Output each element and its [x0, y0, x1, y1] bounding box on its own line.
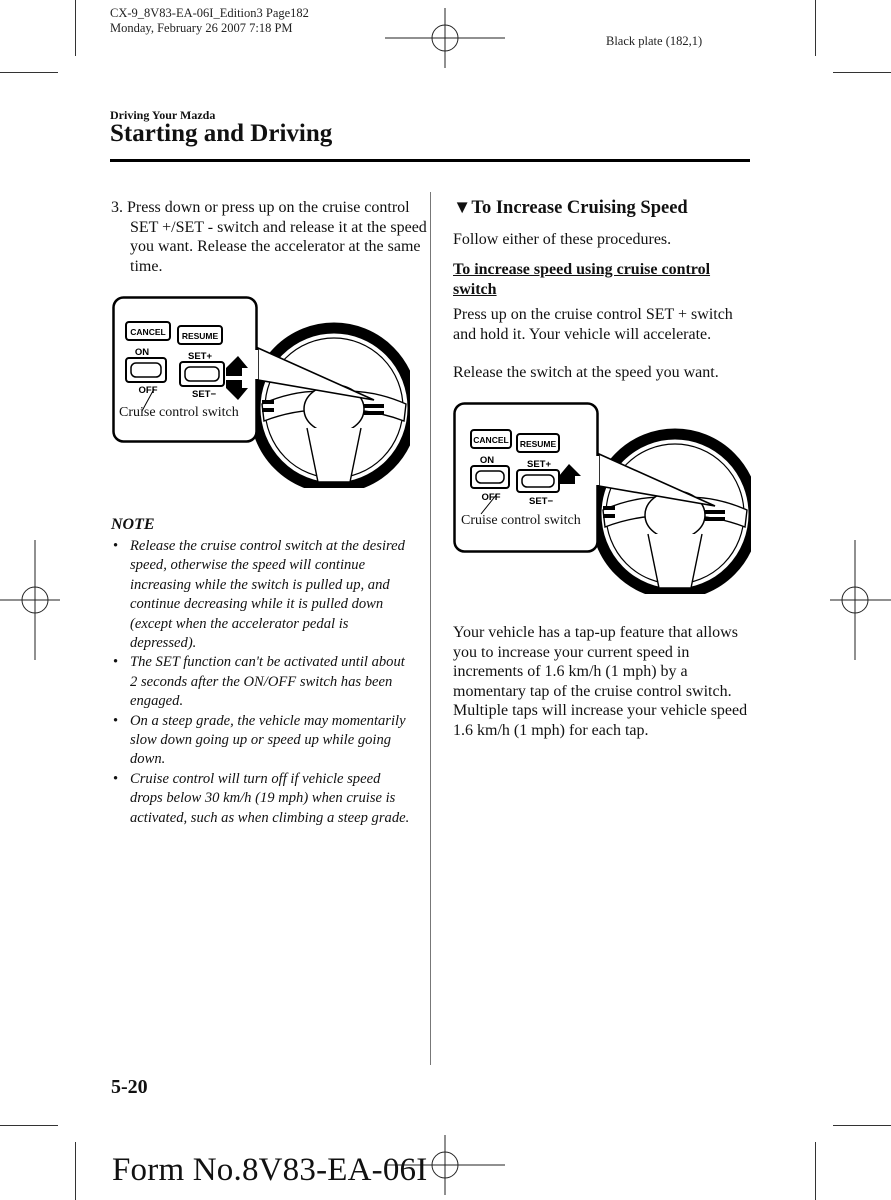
registration-mark-left — [0, 540, 60, 660]
set-plus-label: SET+ — [526, 459, 552, 470]
column-divider — [430, 192, 431, 1065]
cancel-label: CANCEL — [473, 435, 509, 445]
note-title: NOTE — [111, 516, 155, 533]
section-heading — [453, 198, 688, 219]
heading-text: To Increase Cruising Speed — [471, 198, 688, 218]
note-item: • Release the cruise control switch at the desired speed, otherwise the speed will continue increasing while the switch is pulled up, and continue decreasing while it is pulled down (except when the accelerator pedal is depressed). — [111, 537, 411, 653]
print-meta-line1: CX-9_8V83-EA-06I_Edition3 Page182 — [110, 6, 309, 20]
crop-mark — [0, 1125, 58, 1126]
plate-label: Black plate (182,1) — [606, 34, 703, 48]
on-label: ON — [134, 347, 150, 358]
figure-cruise-switch-right — [453, 402, 751, 594]
crop-mark — [833, 1125, 891, 1126]
header-rule — [110, 159, 750, 162]
subheading: To increase speed using cruise control switch — [453, 261, 711, 298]
crop-mark — [75, 1142, 76, 1200]
intro-text: Follow either of these procedures. — [453, 231, 672, 248]
chapter-title: Starting and Driving — [110, 120, 333, 147]
crop-mark — [815, 1142, 816, 1200]
heading-marker: ▼ — [453, 198, 472, 218]
set-minus-label: SET− — [528, 496, 554, 507]
note-item: • On a steep grade, the vehicle may momentarily slow down going up or speed up while going down. — [111, 712, 411, 770]
resume-label: RESUME — [181, 331, 219, 341]
steering-wheel-diagram — [112, 296, 410, 488]
note-item: • The SET function can't be activated until about 2 seconds after the ON/OFF switch has been engaged. — [111, 653, 411, 711]
registration-mark-top — [385, 8, 505, 68]
crop-mark — [0, 72, 58, 73]
off-label: OFF — [481, 492, 501, 503]
figure-caption: Cruise control switch — [119, 405, 239, 420]
note-item: • Cruise control will turn off if vehicle speed drops below 30 km/h (19 mph) when cruise is activated, such as when climbing a steep grade. — [111, 770, 411, 828]
registration-mark-right — [830, 540, 891, 660]
steering-wheel-diagram — [453, 402, 751, 594]
paragraph-2: Release the switch at the speed you want. — [453, 364, 719, 381]
cancel-label: CANCEL — [130, 327, 166, 337]
crop-mark — [75, 0, 76, 56]
paragraph-3: Your vehicle has a tap-up feature that allows you to increase your current speed in increments of 1.6 km/h (1 mph) by a momentary tap of the cruise control switch. Multiple taps will increase your vehicle speed 1.6 km/h (1 mph) for each tap. — [453, 624, 748, 739]
print-meta-line2: Monday, February 26 2007 7:18 PM — [110, 21, 293, 35]
page-number: 5-20 — [111, 1076, 148, 1098]
note-list — [111, 537, 411, 828]
crop-mark — [833, 72, 891, 73]
form-number: Form No.8V83-EA-06I — [112, 1152, 428, 1188]
crop-mark — [815, 0, 816, 56]
step-3: 3. Press down or press up on the cruise control SET +/SET - switch and release it at the speed you want. Release the accelerator at the same time. — [111, 199, 427, 275]
paragraph-1: Press up on the cruise control SET + switch and hold it. Your vehicle will accelerate. — [453, 306, 733, 343]
figure-cruise-switch-left — [112, 296, 410, 488]
set-plus-label: SET+ — [187, 351, 213, 362]
off-label: OFF — [138, 385, 158, 396]
set-minus-label: SET− — [191, 389, 217, 400]
resume-label: RESUME — [519, 439, 557, 449]
on-label: ON — [479, 455, 495, 466]
section-label: Driving Your Mazda — [110, 108, 216, 122]
figure-caption: Cruise control switch — [461, 513, 581, 528]
